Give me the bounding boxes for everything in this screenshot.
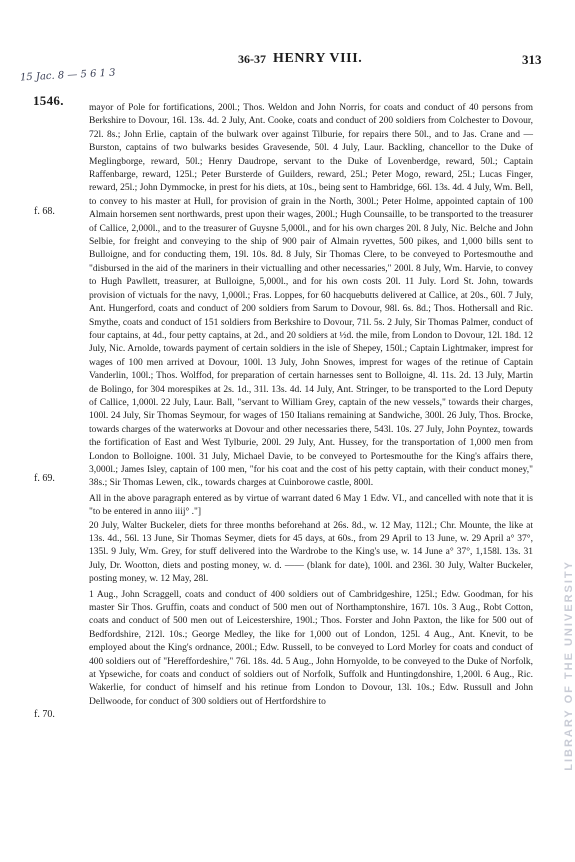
- paragraph-payments: mayor of Pole for fortifications, 200l.; Thos. Weldon and John Norris, for coats and conduct of 40 persons from Berkshire to Dovour, 16l. 13s. 4d. 2 July, Ant. Cooke, coats and conduct of 200 soldiers from Colchester to Dovour, 72l. 8s.; John Erlie, captain of the bulwark over against Tilburie, for repairs there 50l., and to Jas. Crane and — Burston, captains of two bulwarks besides Gravesende, 50l. 4 July, Laur. Backling, chancellor to the Duke of Meglingborge, reward, 50l.; Henry Daudrope, servant to the Duke of Lovenberdge, reward, 50l.; Captain Raffenbarge, reward, 125l.; Peter Bursterde of Guilders, reward, 25l.; Peter Mogo, reward, 25l.; Lucas Finger, reward, 25l.; John Dymmocke, in prest for his diets, at 10s., being sent to Hambridge, 66l. 13s. 4d. 4 July, Wm. Bell, to convey to his master at Hull, for provision of grain in the North, 300l.; Peter Holme, appointed captain of 100 Almain horsemen sent northwards, prest upon their wages, 200l.; Hugh Counsaille, to be transported to the treasurer of Callice, 2,000l., and to the treasurer of Guysne 5,000l., and for his own charges 20l. 8 July, Nic. Belche and John Selbie, for freight and conveying to the ship of 900 pair of Almain ryvettes, 500 pikes, and 1,000 bills sent to Bulloigne, and for conducting them, 19l. 10s. 8d. 8 July, Sir Thomas Clere, to be conveyed to Portesmouthe and "disbursed in the aid of the mariners in their victualling and other necessaries," 200l. 8 July, Wm. Harvie, to convey to Hugh Pawllett, treasurer, at Bulloigne, 5,000l., and for his own costs 20l. 11 July. Lord St. John, towards provision of victuals for the navy, 1,000l.; Fras. Loppes, for 60 hacquebutts delivered at Callice, at 20s., 60l. 7 July, Ant. Hungerford, coats and conduct of 200 soldiers from Sarum to Dovour, 98l. 6s. 8d.; Thos. Hothersall and Ric. Smythe, coats and conduct of 151 soldiers from Berkshire to Dovour, 71l. 5s. 2 July, Sir Thomas Palmer, conduct of four captains, at 4d., four petty captains, at 2d., and 20 soldiers at ½d. the mile, from London to Dovour, 12l. 18d. 12 July, Nic. Arnolde, towards payment of certain soldiers in the isle of Shepey, 150l.; Captain Lightmaker, imprest for wages of 100 men arrived at Dovour, 100l. 13 July, John Snowes, imprest for wages of the retinue of Captain Vanderlin, 100l.; Thos. Wolffod, for preparation of certain harnesses sent to Bolloigne, 4l. 11s. 2d. 13 July, Martin de Bolingo, for 304 morespikes at 2s. 1d., 31l. 13s. 4d. 14 July, Ant. Stringer, to be transported to the Lord Deputy of Callice, 1,000l. 22 July, Laur. Ball, "servant to William Grey, captain of the new vessels," towards their charges, 100l. 24 July, Sir Thomas Seymour, for wages of 150 Italians remaining at Sandwiche, 300l. 26 July, Thos. Brocke, towards charges of the waterworks at Dovour and other necessaries there, 543l. 10s. 27 July, John Poyntez, towards the fortification of East and West Tylburie, 200l. 29 July, Ant. Hussey, for the transportation of 1,000 men from London to Bolloigne. 100l. 31 July, Michael Davie, to be conveyed to Portesmouthe for the King's affairs there, 3,000l.; James Isley, captain of 100 men, "for his coat and the cost of his petty captain, with their conduct money," 38s.; Sir Thomas Lewen, clk., towards charges at Cuinborowe castle, 800l.: [89, 103, 533, 489]
- library-stamp: LIBRARY OF THE UNIVERSITY: [563, 560, 575, 771]
- handwritten-annotation: 15 Jac. 8 — 5 6 1 3: [19, 67, 116, 84]
- margin-folio-69: f. 69.: [34, 473, 55, 484]
- paragraph-editorial-note: All in the above paragraph entered as by virtue of warrant dated 6 May 1 Edw. VI., and cancelled with note that it is "to be entered in anno iiij° ."]: [89, 493, 533, 518]
- margin-folio-68: f. 68.: [34, 206, 55, 217]
- ornament-mark: 36-37: [238, 52, 266, 66]
- year-heading: 1546.: [33, 93, 64, 108]
- margin-folio-70: f. 70.: [34, 709, 55, 720]
- page-number: 313: [522, 52, 542, 67]
- running-title: HENRY VIII.: [273, 51, 363, 66]
- body-text: [89, 102, 533, 709]
- paragraph-august: 1 Aug., John Scraggell, coats and conduct of 400 soldiers out of Cambridgeshire, 125l.; Edw. Goodman, for his master Sir Thos. Gruffin, coats and conduct of 500 men out of Northamptonshire, 167l. 10s. 3 Aug., Robt Cotton, coats and conduct of 500 men out of Leicestershire, 190l.; Thos. Forster and John Paxton, the like for 500 out of Bedfordshire, 212l. 10s.; George Medley, the like for 1,000 out of London, 125l. 4 Aug., Ant. Knevit, to be employed about the King's ordnance, 200l.; Edw. Russell, to be conveyed to Lord Morley for coats and conduct of 400 soldiers out of "Hereffordeshire," 76l. 18s. 4d. 5 Aug., John Hornyolde, to be conveyed to the Duke of Norfolk, at Ypsewiche, for coats and conduct of soldiers out of Norfolk, Suffolk and Huntingdonshire, 1,200l. 6 Aug., Ric. Wakerlie, for conduct of himself and his retinue from London to Dovour, 13l. 10s.; Edw. Russull and John Dellwoode, for conduct of 300 soldiers out of Hertfordshire to: [89, 589, 533, 707]
- paragraph-diets: 20 July, Walter Buckeler, diets for three months beforehand at 26s. 8d., w. 12 May, 112l.; Chr. Mounte, the like at 13s. 4d., 56l. 13 June, Sir Thomas Seymer, diets for 45 days, at 60s., from 29 April to 13 June, w. 29 April a° 37°, 135l. 9 July, Wm. Grey, for stuff delivered into the Wardrobe to the King's use, w. 14 June a° 37°, 1,158l. 13s. 31 July, Dr. Wootton, diets and posting money, w. d. —— (blank for date), 100l. and 236l. 30 July, Walter Buckeler, posting money, w. 12 May, 28l.: [89, 520, 533, 585]
